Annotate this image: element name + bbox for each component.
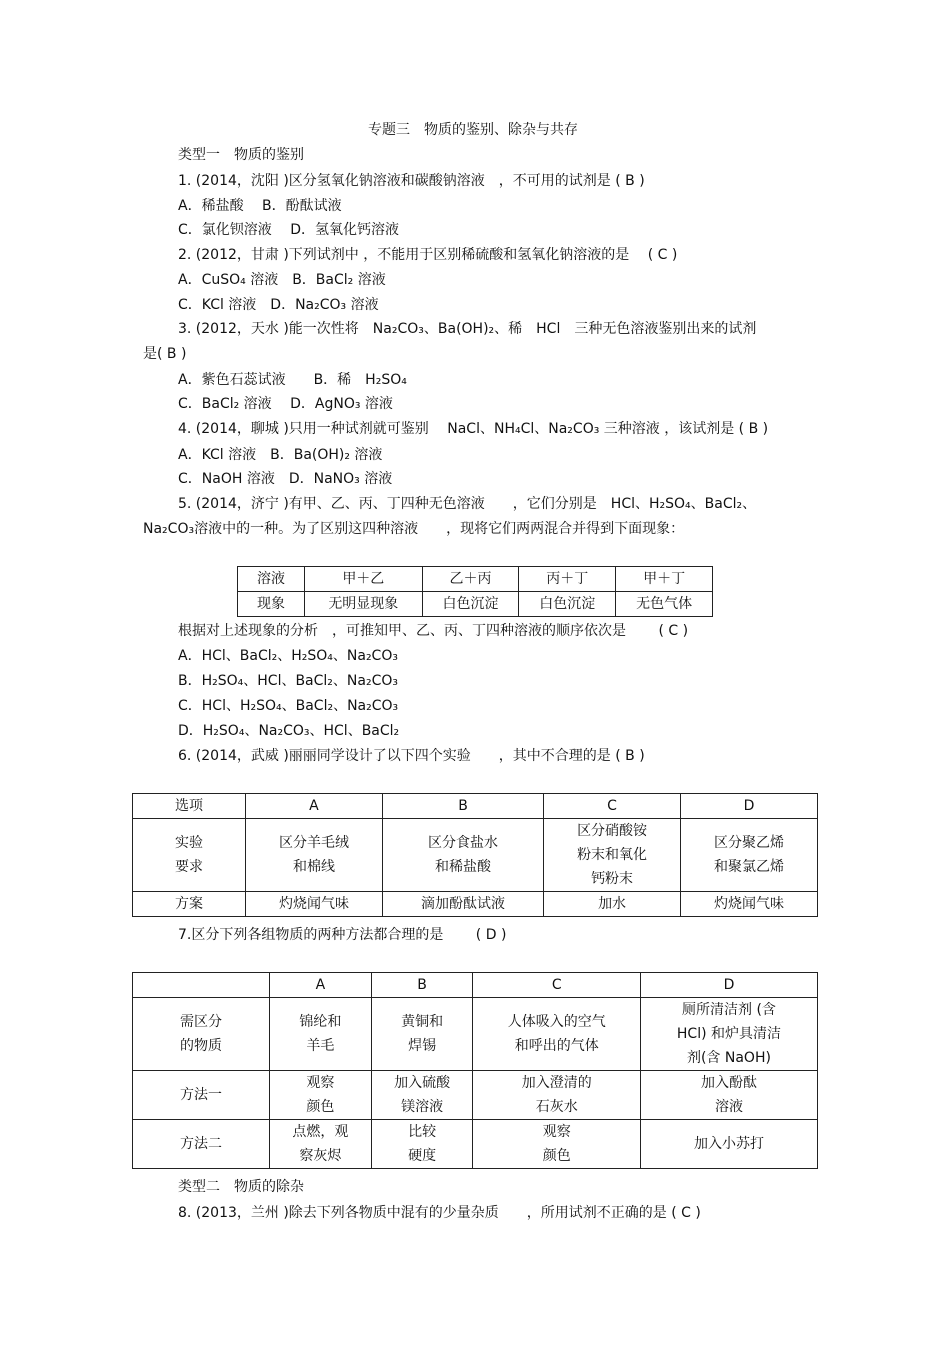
table-cell: 实验 要求 (133, 819, 246, 892)
table-cell: 观察 颜色 (270, 1071, 372, 1120)
table-cell: D (640, 973, 817, 998)
table-cell (133, 973, 270, 998)
question-3-options-cd: C．BaCl₂ 溶液 D．AgNO₃ 溶液 (178, 396, 393, 412)
question-1: 1. (2014，沈阳 )区分氢氧化钠溶液和碳酸钠溶液 ，不可用的试剂是 ( B ) (178, 173, 645, 189)
table-cell: 区分聚乙烯 和聚氯乙烯 (681, 819, 818, 892)
table-row (133, 794, 818, 819)
table-cell: 选项 (133, 794, 246, 819)
table-row (133, 892, 818, 917)
table-row (133, 973, 818, 998)
table-cell: 现象 (238, 592, 305, 617)
table-cell: 灼烧闻气味 (246, 892, 383, 917)
table-row (133, 1071, 818, 1120)
question-6: 6. (2014，武威 )丽丽同学设计了以下四个实验 ，其中不合理的是 ( B ) (178, 748, 645, 764)
question-2-options-ab: A．CuSO₄ 溶液 B．BaCl₂ 溶液 (178, 272, 386, 288)
table-cell: 无明显现象 (305, 592, 423, 617)
table-cell: 加入小苏打 (640, 1120, 817, 1169)
question-5-table (237, 566, 713, 617)
question-2-options-cd: C．KCl 溶液 D．Na₂CO₃ 溶液 (178, 297, 379, 313)
question-6-table (132, 793, 818, 917)
table-cell: A (270, 973, 372, 998)
page-title: 专题三 物质的鉴别、除杂与共存 (368, 122, 578, 138)
table-cell: 比较 硬度 (371, 1120, 473, 1169)
question-7-table (132, 972, 818, 1169)
table-row (238, 592, 713, 617)
table-cell: 方案 (133, 892, 246, 917)
table-cell: 加入硫酸 镁溶液 (371, 1071, 473, 1120)
question-3-continuation: 是( B ) (143, 346, 187, 362)
question-2: 2. (2012，甘肃 )下列试剂中 ，不能用于区别稀硫酸和氢氧化钠溶液的是 ( C ) (178, 247, 678, 263)
table-cell: 滴加酚酞试液 (382, 892, 543, 917)
question-1-options-ab: A．稀盐酸 B．酚酞试液 (178, 198, 342, 214)
table-cell: 观察 颜色 (473, 1120, 640, 1169)
table-cell: 人体吸入的空气 和呼出的气体 (473, 998, 640, 1071)
table-cell: 甲＋乙 (305, 567, 423, 592)
question-5-option-a: A．HCl、BaCl₂、H₂SO₄、Na₂CO₃ (178, 648, 398, 664)
question-7: 7.区分下列各组物质的两种方法都合理的是 ( D ) (178, 927, 507, 943)
question-5-option-b: B．H₂SO₄、HCl、BaCl₂、Na₂CO₃ (178, 673, 398, 689)
table-cell: D (681, 794, 818, 819)
question-4-options-cd: C．NaOH 溶液 D．NaNO₃ 溶液 (178, 471, 393, 487)
table-cell: 区分羊毛绒 和棉线 (246, 819, 383, 892)
table-cell: C (473, 973, 640, 998)
table-cell: 无色气体 (616, 592, 713, 617)
question-5-option-d: D．H₂SO₄、Na₂CO₃、HCl、BaCl₂ (178, 723, 400, 739)
table-cell: 加入酚酞 溶液 (640, 1071, 817, 1120)
question-5: 5. (2014，济宁 )有甲、乙、丙、丁四种无色溶液 ，它们分别是 HCl、H₂SO₄、BaCl₂、 (178, 496, 757, 512)
table-cell: 溶液 (238, 567, 305, 592)
table-row (133, 819, 818, 892)
table-cell: 黄铜和 焊锡 (371, 998, 473, 1071)
table-cell: B (382, 794, 543, 819)
question-5-conclusion: 根据对上述现象的分析 ，可推知甲、乙、丙、丁四种溶液的顺序依次是 ( C ) (178, 623, 689, 639)
table-row (133, 998, 818, 1071)
table-cell: 白色沉淀 (422, 592, 519, 617)
table-cell: 方法一 (133, 1071, 270, 1120)
table-cell: 白色沉淀 (519, 592, 616, 617)
table-cell: 丙＋丁 (519, 567, 616, 592)
table-cell: 需区分 的物质 (133, 998, 270, 1071)
question-8: 8. (2013，兰州 )除去下列各物质中混有的少量杂质 ，所用试剂不正确的是 ( C ) (178, 1205, 701, 1221)
table-cell: 区分食盐水 和稀盐酸 (382, 819, 543, 892)
question-5-option-c: C．HCl、H₂SO₄、BaCl₂、Na₂CO₃ (178, 698, 399, 714)
table-cell: B (371, 973, 473, 998)
question-5-continuation: Na₂CO₃溶液中的一种。为了区别这四种溶液 ，现将它们两两混合并得到下面现象： (143, 521, 685, 537)
question-1-options-cd: C．氯化钡溶液 D．氢氧化钙溶液 (178, 222, 400, 238)
question-3-options-ab: A．紫色石蕊试液 B．稀 H₂SO₄ (178, 372, 407, 388)
table-cell: 加水 (544, 892, 681, 917)
table-row (133, 1120, 818, 1169)
table-cell: 锦纶和 羊毛 (270, 998, 372, 1071)
question-3: 3. (2012，天水 )能一次性将 Na₂CO₃、Ba(OH)₂、稀 HCl 三种无色溶液鉴别出来的试剂 (178, 321, 757, 337)
table-cell: 加入澄清的 石灰水 (473, 1071, 640, 1120)
table-row (238, 567, 713, 592)
question-4: 4. (2014，聊城 )只用一种试剂就可鉴别 NaCl、NH₄Cl、Na₂CO₃ 三种溶液 ，该试剂是 ( B ) (178, 421, 769, 437)
question-4-options-ab: A．KCl 溶液 B．Ba(OH)₂ 溶液 (178, 447, 383, 463)
section-heading-identification: 类型一 物质的鉴别 (178, 147, 304, 163)
table-cell: A (246, 794, 383, 819)
table-cell: 灼烧闻气味 (681, 892, 818, 917)
table-cell: C (544, 794, 681, 819)
section-heading-removal: 类型二 物质的除杂 (178, 1179, 304, 1195)
table-cell: 点燃，观 察灰烬 (270, 1120, 372, 1169)
table-cell: 乙＋丙 (422, 567, 519, 592)
table-cell: 方法二 (133, 1120, 270, 1169)
table-cell: 厕所清洁剂 (含 HCl) 和炉具清洁 剂(含 NaOH) (640, 998, 817, 1071)
table-cell: 甲＋丁 (616, 567, 713, 592)
table-cell: 区分硝酸铵 粉末和氧化 钙粉末 (544, 819, 681, 892)
